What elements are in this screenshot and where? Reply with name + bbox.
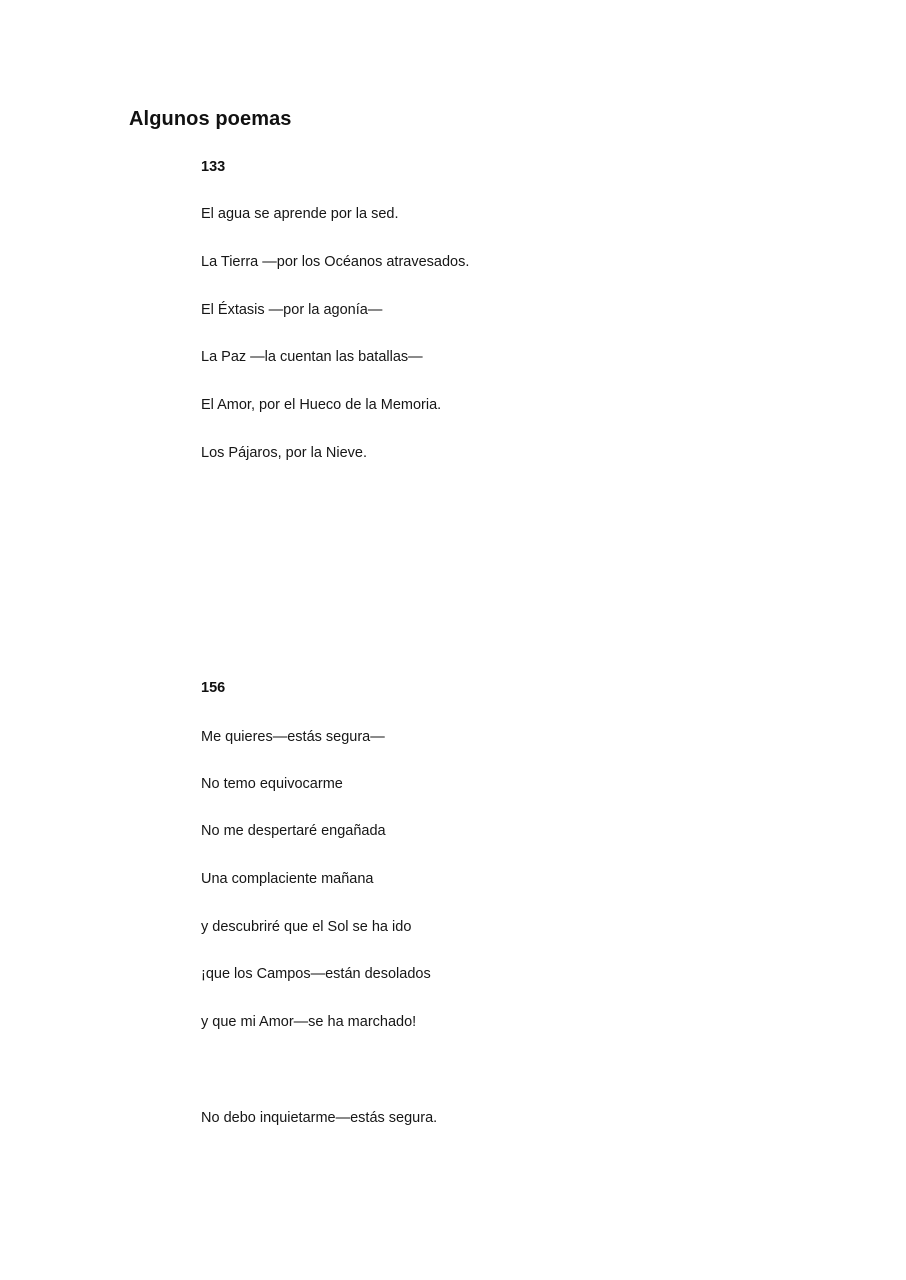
poem-line: La Paz —la cuentan las batallas— <box>201 349 423 365</box>
poem-number: 156 <box>201 680 226 696</box>
poem-line: El agua se aprende por la sed. <box>201 206 399 222</box>
poem-line: y descubriré que el Sol se ha ido <box>201 919 412 935</box>
poem-line: Me quieres—estás segura— <box>201 729 385 745</box>
poem-line: La Tierra —por los Océanos atravesados. <box>201 254 470 270</box>
poem-line: El Amor, por el Hueco de la Memoria. <box>201 397 442 413</box>
poem-line: Los Pájaros, por la Nieve. <box>201 445 368 461</box>
document-title: Algunos poemas <box>129 108 292 130</box>
poem-line: ¡que los Campos—están desolados <box>201 966 431 982</box>
poem-line: y que mi Amor—se ha marchado! <box>201 1014 417 1030</box>
poem-line: No me despertaré engañada <box>201 823 386 839</box>
poem-line: No temo equivocarme <box>201 776 343 792</box>
poem-number: 133 <box>201 159 226 175</box>
poem-line: Una complaciente mañana <box>201 871 374 887</box>
poem-line: El Éxtasis —por la agonía— <box>201 302 383 318</box>
poem-line: No debo inquietarme—estás segura. <box>201 1110 438 1126</box>
